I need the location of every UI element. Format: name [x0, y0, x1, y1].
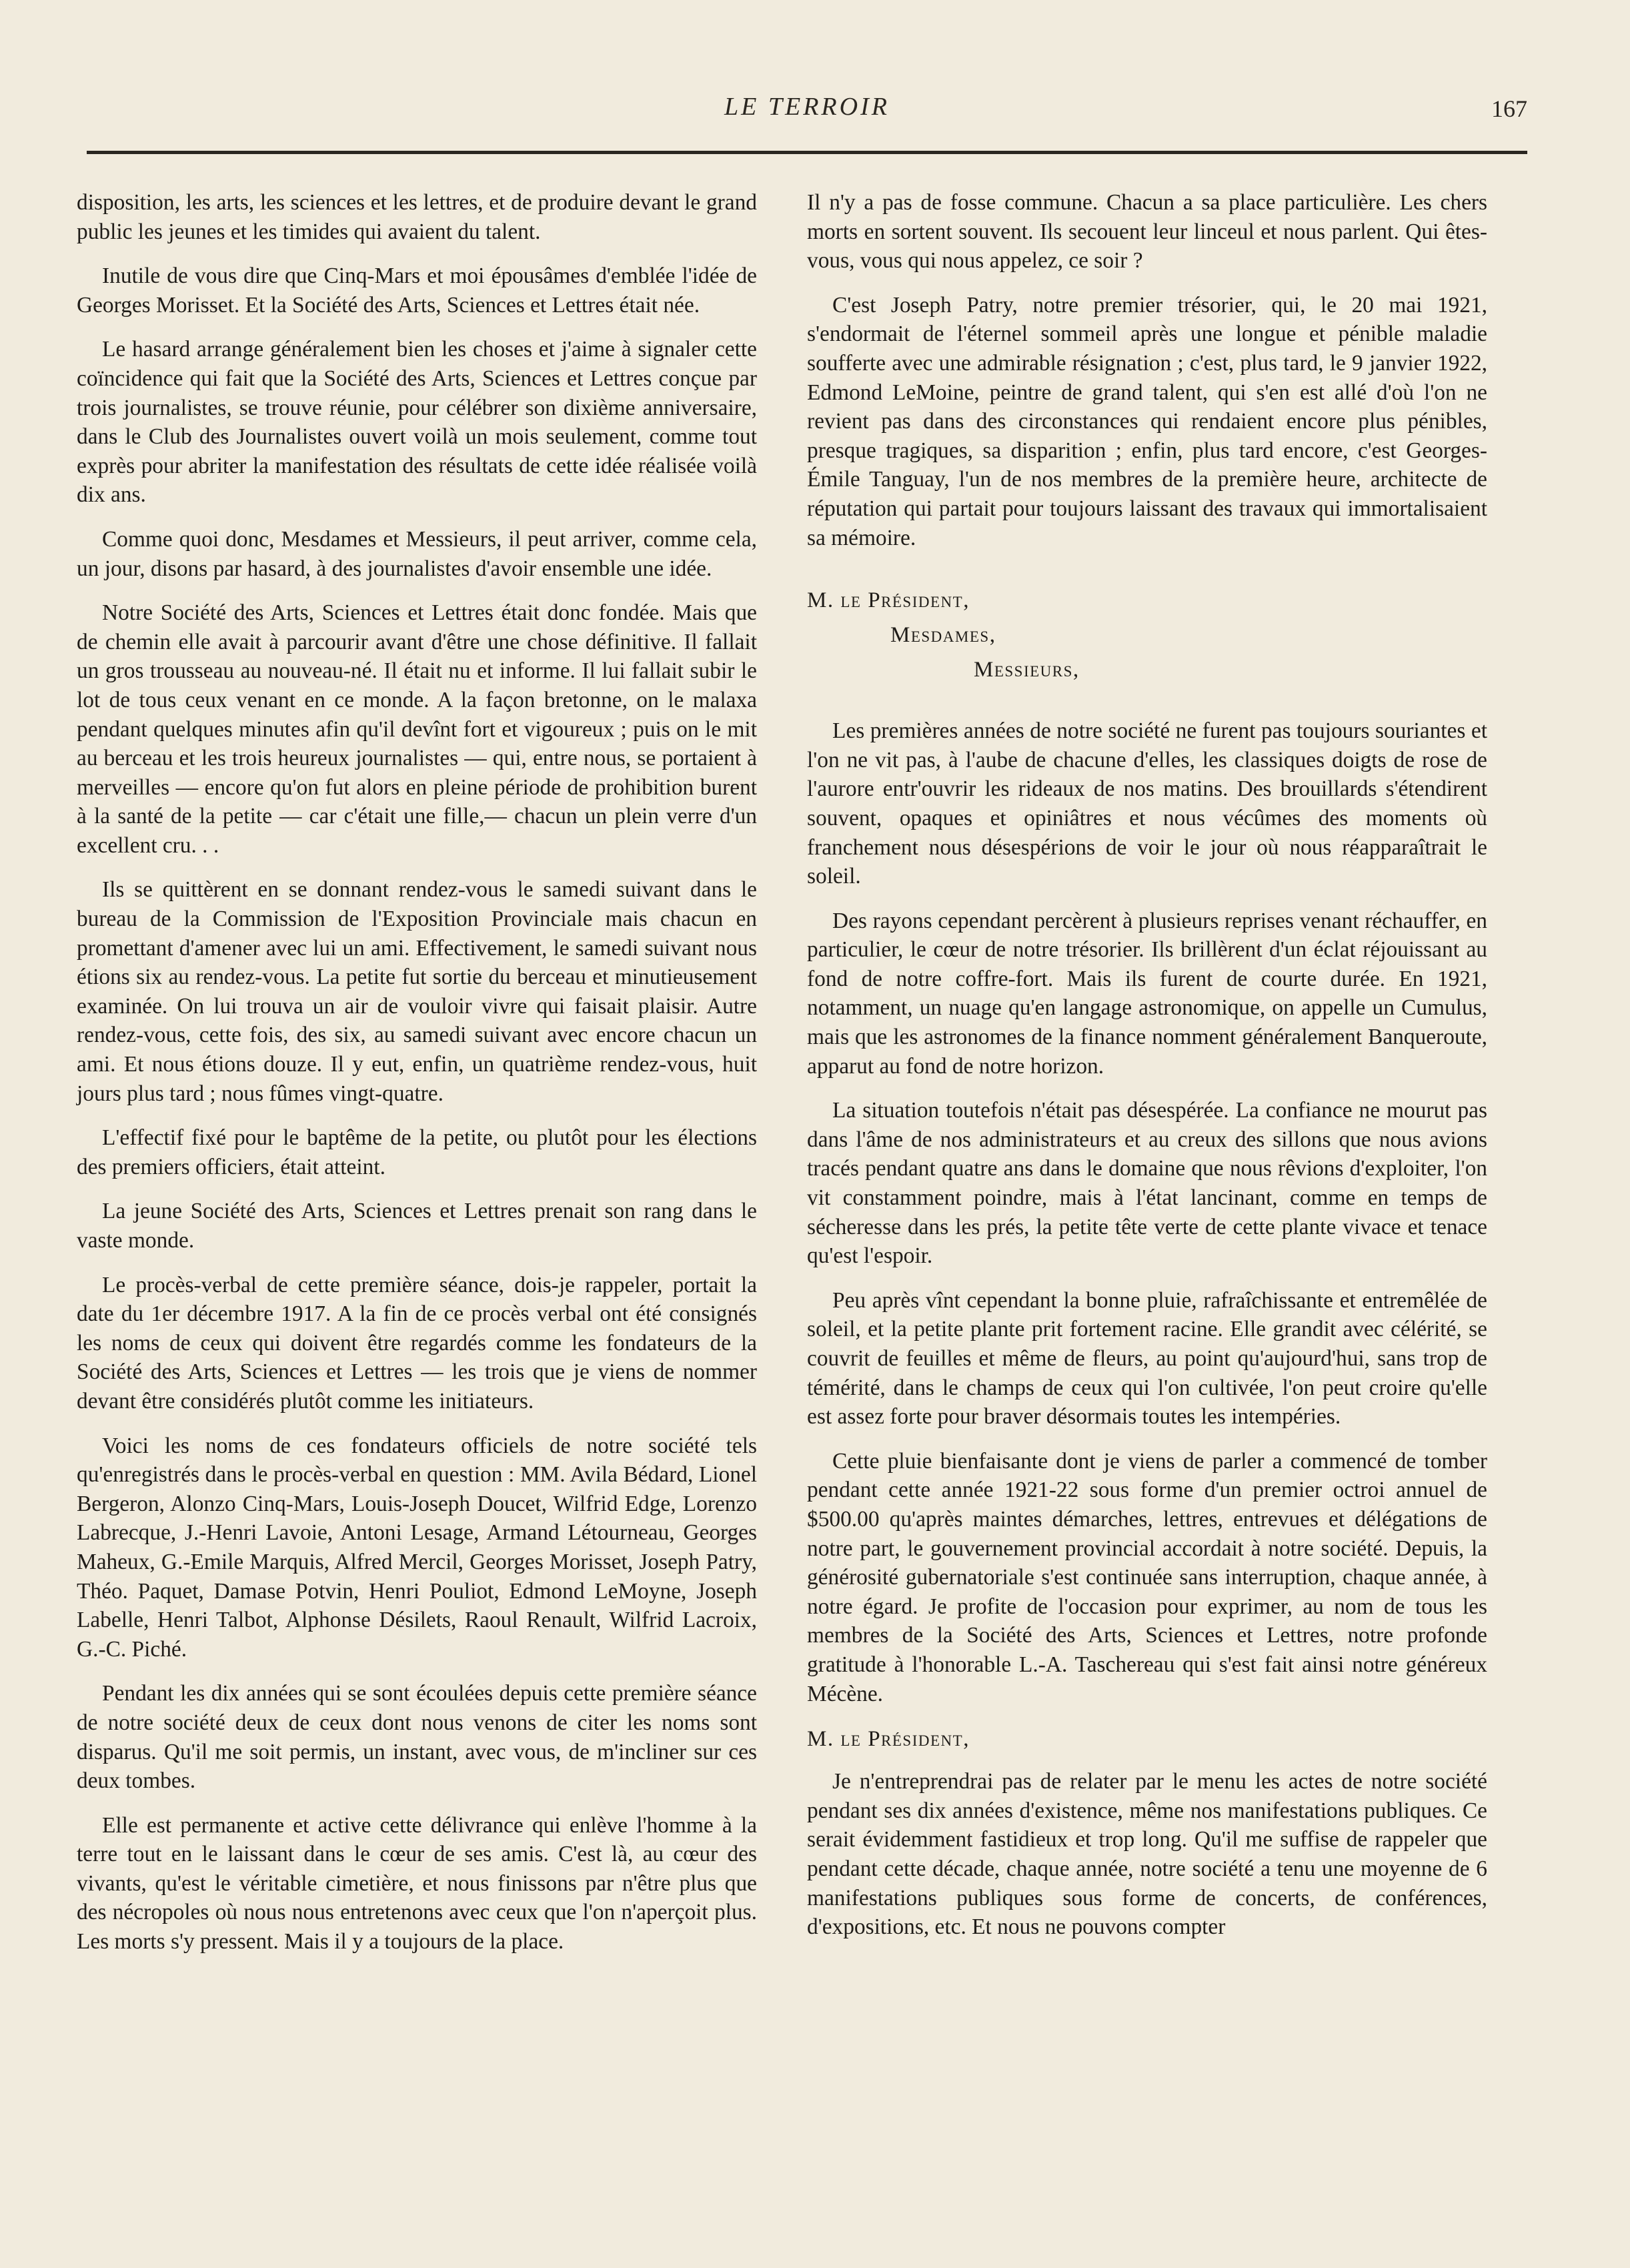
paragraph: Les premières années de notre société ne furent pas toujours souriantes et l'on ne vit pas, à l'aube de chacune d'elles, les classiques doigts de rose de l'aurore entr'ouvrir les rideaux de nos matins. Des brouillards s'étendirent souvent, opaques et opiniâtres et nous vécûmes des moments où franchement nous désespérions de voir le jour où nous réapparaîtrait le soleil. [807, 718, 1487, 889]
salutation-line: Mesdames, [890, 623, 996, 648]
paragraph: Le procès-verbal de cette première séance, dois-je rappeler, portait la date du 1er décembre 1917. A la fin de ce procès verbal ont été consignés les noms de ceux qui doivent être regardés comme les fondateurs de la Société des Arts, Sciences et Lettres — les trois que je viens de nommer devant être considérés plutôt comme les initiateurs. [77, 1272, 757, 1413]
paragraph: Je n'entreprendrai pas de relater par le menu les actes de notre société pendant ses dix années d'existence, même nos manifestations publiques. Ce serait évidemment fastidieux et trop long. Qu'il me suffise de rappeler que pendant cette décade, chaque année, notre société a tenu une moyenne de 6 manifestations publiques sous forme de concerts, de conférences, d'expositions, etc. Et nous ne pouvons compter [807, 1769, 1487, 1940]
right-column [807, 188, 1487, 1957]
paragraph: Notre Société des Arts, Sciences et Lettres était donc fondée. Mais que de chemin elle avait à parcourir avant d'être une chose définitive. Il fallait un gros trousseau au nouveau-né. Il était nu et informe. Il lui fallait subir le lot de tous ceux venant en ce monde. A la façon bretonne, on le malaxa pendant quelques minutes afin qu'il devînt fort et vigoureux ; puis on le mit au berceau et les trois heureux journalistes — qui, entre nous, se portaient à merveilles — encore qu'on fut alors en pleine période de prohibition burent à la santé de la petite — car c'était une fille,— chacun un plein verre d'un excellent cru. . . [77, 600, 757, 858]
paragraph: Peu après vînt cependant la bonne pluie, rafraîchissante et entremêlée de soleil, et la petite plante prit fortement racine. Elle grandit avec célérité, se couvrit de feuilles et même de fleurs, au point qu'aujourd'hui, sans trop de témérité, dans le champs de ceux qui l'on cultivée, l'on peut croire qu'elle est assez forte pour braver désormais toutes les intempéries. [807, 1287, 1487, 1430]
paragraph: La jeune Société des Arts, Sciences et Lettres prenait son rang dans le vaste monde. [77, 1199, 757, 1253]
paragraph: Ils se quittèrent en se donnant rendez-vous le samedi suivant dans le bureau de la Commission de l'Exposition Provinciale mais chacun en promettant d'amener avec lui un ami. Effectivement, le samedi suivant nous étions six au rendez-vous. La petite fut sortie du berceau et minutieusement examinée. On lui trouva un air de vouloir vivre qui faisait plaisir. Autre rendez-vous, cette fois, des six, au samedi suivant avec encore chacun un ami. Et nous étions douze. Il y eut, enfin, un quatrième rendez-vous, huit jours plus tard ; nous fûmes vingt-quatre. [77, 877, 757, 1106]
left-column [77, 188, 757, 1972]
paragraph: Voici les noms de ces fondateurs officiels de notre société tels qu'enregistrés dans le procès-verbal en question : MM. Avila Bédard, Lionel Bergeron, Alonzo Cinq-Mars, Louis-Joseph Doucet, Wilfrid Edge, Lorenzo Labrecque, J.-Henri Lavoie, Antoni Lesage, Armand Létourneau, Georges Maheux, G.-Emile Marquis, Alfred Mercil, Georges Morisset, Joseph Patry, Théo. Paquet, Damase Potvin, Henri Pouliot, Edmond LeMoyne, Joseph Labelle, Henri Talbot, Alphonse Désilets, Raoul Renault, Wilfrid Lacroix, G.-C. Piché. [77, 1433, 757, 1662]
paragraph: Comme quoi donc, Mesdames et Messieurs, il peut arriver, comme cela, un jour, disons par hasard, à des journalistes d'avoir ensemble une idée. [77, 526, 757, 581]
paragraph: disposition, les arts, les sciences et les lettres, et de produire devant le grand public les jeunes et les timides qui avaient du talent. [77, 190, 757, 244]
paragraph: Inutile de vous dire que Cinq-Mars et moi épousâmes d'emblée l'idée de Georges Morisset. Et la Société des Arts, Sciences et Lettres était née. [77, 263, 757, 318]
salutation-president: M. le Président, [807, 1727, 970, 1752]
paragraph: Il n'y a pas de fosse commune. Chacun a sa place particulière. Les chers morts en sortent souvent. Ils secouent leur linceul et nous parlent. Qui êtes-vous, vous qui nous appelez, ce soir ? [807, 190, 1487, 273]
paragraph: La situation toutefois n'était pas désespérée. La confiance ne mourut pas dans l'âme de nos administrateurs et au creux des sillons que nous avions tracés pendant quatre ans dans le domaine que nous rêvions d'exploiter, l'on vit constamment poindre, mais à l'état lancinant, comme en temps de sécheresse dans les prés, la petite tête verte de cette plante vivace et tenace qu'est l'espoir. [807, 1098, 1487, 1269]
paragraph: Des rayons cependant percèrent à plusieurs reprises venant réchauffer, en particulier, le cœur de notre trésorier. Ils brillèrent d'un éclat réjouissant au fond de notre coffre-fort. Mais ils furent de courte durée. En 1921, notamment, un nuage qu'en langage astronomique, on appelle un Cumulus, mais que les astronomes de la finance nomment généralement Banqueroute, apparut au fond de notre horizon. [807, 908, 1487, 1079]
header-rule [87, 151, 1527, 154]
salutation-line: M. le Président, [807, 588, 970, 613]
salutation-line: Messieurs, [974, 658, 1080, 682]
paragraph: L'effectif fixé pour le baptême de la petite, ou plutôt pour les élections des premiers officiers, était atteint. [77, 1125, 757, 1179]
running-title: LE TERROIR [724, 93, 890, 121]
paragraph: Cette pluie bienfaisante dont je viens de parler a commencé de tomber pendant cette année 1921-22 sous forme d'un premier octroi annuel de $500.00 qu'après maintes démarches, lettres, entrevues et délégations de notre part, le gouvernement provincial accordait à notre société. Depuis, la générosité gubernatoriale s'est continuée sans interruption, chaque année, à notre égard. Je profite de l'occasion pour exprimer, au nom de tous les membres de la Société des Arts, Sciences et Lettres, notre profonde gratitude à l'honorable L.-A. Taschereau qui s'est fait ainsi notre généreux Mécène. [807, 1448, 1487, 1706]
page-header [87, 92, 1527, 132]
paragraph: C'est Joseph Patry, notre premier trésorier, qui, le 20 mai 1921, s'endormait de l'éternel sommeil après une longue et pénible maladie soufferte avec une admirable résignation ; c'est, plus tard, le 9 janvier 1922, Edmond LeMoine, peintre de grand talent, qui s'en est allé d'où l'on ne revient pas dans des circonstances qui rendaient encore plus pénibles, presque tragiques, sa disparition ; enfin, plus tard encore, c'est Georges-Émile Tanguay, l'un de nos membres de la première heure, architecte de réputation qui partait pour toujours laissant des travaux qui immortalisaient sa mémoire. [807, 292, 1487, 550]
salutation [807, 586, 1487, 684]
paragraph: Elle est permanente et active cette délivrance qui enlève l'homme à la terre tout en le laissant dans le cœur de ses amis. C'est là, au cœur des vivants, qu'est le véritable cimetière, et nous finissons par n'être plus que des nécropoles où nous nous entretenons avec ceux que l'on n'aperçoit plus. Les morts s'y pressent. Mais il y a toujours de la place. [77, 1812, 757, 1954]
paragraph: Le hasard arrange généralement bien les choses et j'aime à signaler cette coïncidence qui fait que la Société des Arts, Sciences et Lettres conçue par trois journalistes, se trouve réunie, pour célébrer son dixième anniversaire, dans le Club des Journalistes ouvert voilà un mois seulement, comme tout exprès pour abriter la manifestation des résultats de cette idée réalisée voilà dix ans. [77, 337, 757, 508]
page-number: 167 [1491, 95, 1527, 122]
paragraph: Pendant les dix années qui se sont écoulées depuis cette première séance de notre société deux de ceux dont nous venons de citer les noms sont disparus. Qu'il me soit permis, un instant, avec vous, de m'incliner sur ces deux tombes. [77, 1681, 757, 1794]
